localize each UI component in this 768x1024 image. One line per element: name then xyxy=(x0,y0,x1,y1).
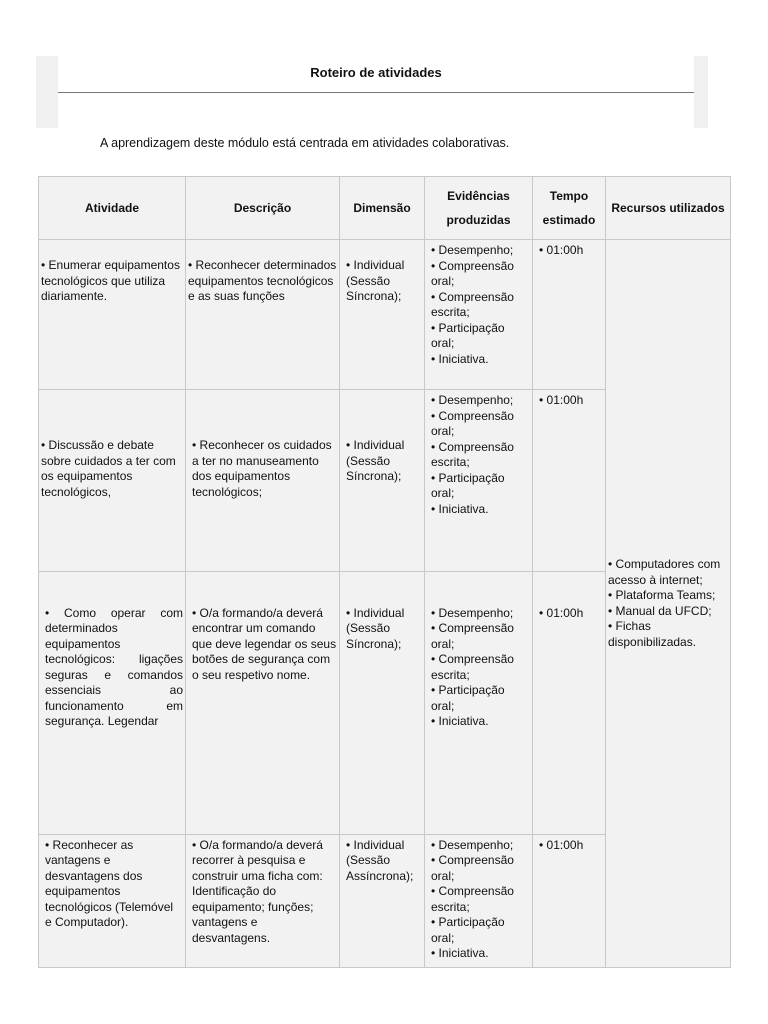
evidence-item: • Compreensão escrita; xyxy=(431,289,514,319)
evidence-item: • Compreensão oral; xyxy=(431,258,514,288)
header-activity: Atividade xyxy=(39,177,186,240)
description-cell: • Reconhecer os cuidados a ter no manuseamento dos equipamentos tecnológicos; xyxy=(186,390,340,571)
description-cell: • O/a formando/a deverá encontrar um comando que deve legendar os seus botões de segurança com o seu respetivo nome. xyxy=(186,571,340,834)
header-right-shade xyxy=(694,56,708,128)
evidence-item: • Participação oral; xyxy=(431,470,505,501)
evidence-item: • Iniciativa. xyxy=(431,351,489,366)
evidence-item: • Compreensão oral; xyxy=(431,853,514,883)
header-evidence: Evidências produzidas xyxy=(425,177,533,240)
title-divider xyxy=(58,92,694,93)
evidence-item: • Iniciativa. xyxy=(431,714,489,729)
evidence-item: • Compreensão oral; xyxy=(431,408,514,439)
evidence-item: • Compreensão oral; xyxy=(431,621,514,651)
evidence-item: • Iniciativa. xyxy=(431,501,489,516)
header-resources: Recursos utilizados xyxy=(606,177,731,240)
table-row xyxy=(39,240,731,390)
description-cell: • O/a formando/a deverá recorrer à pesquisa e construir uma ficha com: Identificação do equipamento; funções; vantagens e desvantagens. xyxy=(186,834,340,967)
table-header-row xyxy=(39,177,731,240)
activity-cell: • Como operar com determinados equipamentos tecnológicos: ligações seguras e comandos essenciais ao funcionamento em segurança. Legendar xyxy=(39,571,186,834)
dimension-cell: • Individual (Sessão Assíncrona); xyxy=(340,834,425,967)
dimension-cell: • Individual (Sessão Síncrona); xyxy=(340,390,425,571)
time-cell: • 01:00h xyxy=(533,390,606,571)
resources-cell xyxy=(606,240,731,968)
time-cell: • 01:00h xyxy=(533,834,606,967)
evidence-item: • Desempenho; xyxy=(431,243,514,257)
evidence-cell xyxy=(425,834,533,967)
evidence-item: • Participação oral; xyxy=(431,320,505,350)
document-title: Roteiro de atividades xyxy=(310,65,442,80)
time-cell: • 01:00h xyxy=(533,571,606,834)
activity-cell: • Enumerar equipamentos tecnológicos que utiliza diariamente. xyxy=(39,240,186,390)
evidence-item: • Participação oral; xyxy=(431,915,505,945)
dimension-cell: • Individual (Sessão Síncrona); xyxy=(340,571,425,834)
activity-cell: • Discussão e debate sobre cuidados a ter com os equipamentos tecnológicos, xyxy=(39,390,186,571)
evidence-item: • Desempenho; xyxy=(431,837,514,852)
header-time: Tempo estimado xyxy=(533,177,606,240)
activity-cell: • Reconhecer as vantagens e desvantagens dos equipamentos tecnológicos (Telemóvel e Computador). xyxy=(39,834,186,967)
evidence-cell xyxy=(425,240,533,390)
time-cell: • 01:00h xyxy=(533,240,606,390)
evidence-item: • Compreensão escrita; xyxy=(431,652,514,682)
evidence-item: • Compreensão escrita; xyxy=(431,439,514,470)
evidence-item: • Desempenho; xyxy=(431,605,514,620)
evidence-cell xyxy=(425,571,533,834)
activities-table xyxy=(38,176,731,968)
dimension-cell: • Individual (Sessão Síncrona); xyxy=(340,240,425,390)
evidence-item: • Iniciativa. xyxy=(431,946,489,961)
evidence-item: • Participação oral; xyxy=(431,683,505,713)
resource-item: • Manual da UFCD; xyxy=(608,603,712,618)
intro-text: A aprendizagem deste módulo está centrada em atividades colaborativas. xyxy=(100,136,510,150)
resource-item: • Fichas disponibilizadas. xyxy=(608,619,697,649)
resource-item: • Plataforma Teams; xyxy=(608,588,716,602)
evidence-item: • Desempenho; xyxy=(431,393,514,408)
evidence-cell xyxy=(425,390,533,571)
header-left-shade xyxy=(36,56,58,128)
header-description: Descrição xyxy=(186,177,340,240)
description-cell: • Reconhecer determinados equipamentos tecnológicos e as suas funções xyxy=(186,240,340,390)
evidence-item: • Compreensão escrita; xyxy=(431,884,514,914)
header-dimension: Dimensão xyxy=(340,177,425,240)
resource-item: • Computadores com acesso à internet; xyxy=(608,557,721,587)
